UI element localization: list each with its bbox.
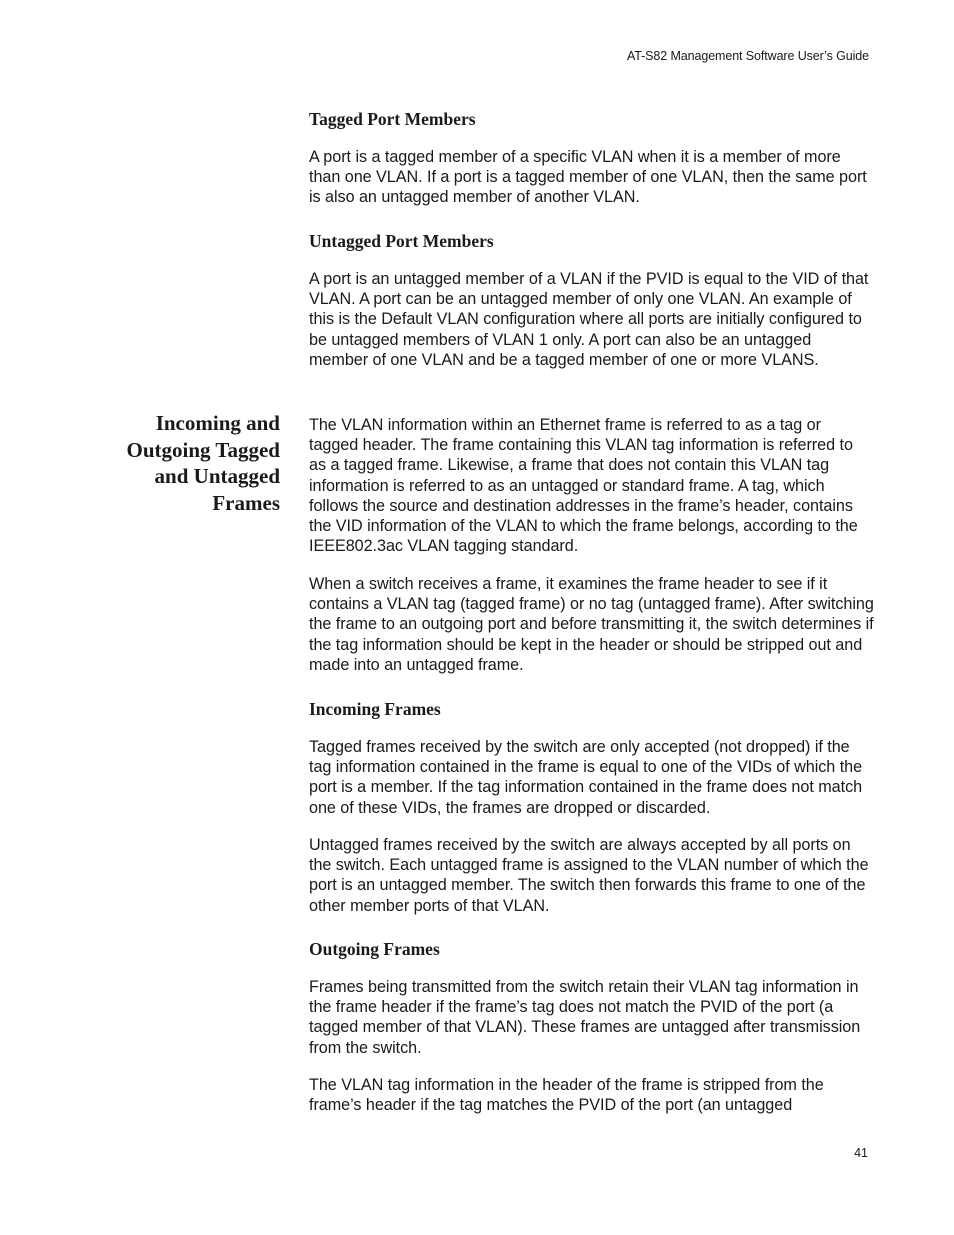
page-number: 41 <box>854 1146 868 1160</box>
running-header: AT-S82 Management Software User’s Guide <box>626 49 869 63</box>
paragraph-tagged-port-members: A port is a tagged member of a specific VLAN when it is a member of more than one VLAN. If a port is a tagged member of one VLAN, then the same port is also an untagged member of another VLAN. <box>309 148 867 207</box>
paragraph-outgoing-retain-tag: Frames being transmitted from the switch retain their VLAN tag information in the frame header if the frame’s tag does not match the PVID of the port (a tagged member of that VLAN). These frames are untagged after transmission from the switch. <box>309 978 861 1057</box>
paragraph-incoming-untagged: Untagged frames received by the switch are always accepted by all ports on the switch. Each untagged frame is assigned to the VLAN number of which the port is an untagged member. The switch then forwards this frame to one of the other member ports of that VLAN. <box>309 836 869 915</box>
paragraph-outgoing-strip-tag: The VLAN tag information in the header of the frame is stripped from the frame’s header if the tag matches the PVID of the port (an untagged <box>309 1076 824 1115</box>
subheading-outgoing-frames: Outgoing Frames <box>309 939 440 959</box>
paragraph-switch-frame-handling: When a switch receives a frame, it examines the frame header to see if it contains a VLAN tag (tagged frame) or no tag (untagged frame). After switching the frame to an outgoing port and before transmitting it, the switch determines if the tag information should be kept in the header or should be stripped out and made into an untagged frame. <box>309 575 874 674</box>
paragraph-incoming-tagged: Tagged frames received by the switch are only accepted (not dropped) if the tag information contained in the frame is equal to one of the VIDs of which the port is a member. If the tag information contained in the frame does not match one of these VIDs, the frames are dropped or discarded. <box>309 738 863 817</box>
paragraph-untagged-port-members: A port is an untagged member of a VLAN if the PVID is equal to the VID of that VLAN. A port can be an untagged member of only one VLAN. An example of this is the Default VLAN configuration where all ports are initially configured to be untagged members of VLAN 1 only. A port can also be an untagged member of one VLAN and be a tagged member of one or more VLANS. <box>309 270 869 369</box>
subheading-incoming-frames: Incoming Frames <box>309 699 441 719</box>
subheading-tagged-port-members: Tagged Port Members <box>309 109 476 129</box>
paragraph-vlan-tag-intro: The VLAN information within an Ethernet frame is referred to as a tag or tagged header. The frame containing this VLAN tag information is referred to as a tagged frame. Likewise, a frame that does not contain this VLAN tag information is referred to as an untagged or standard frame. A tag, which follows the source and destination addresses in the frame’s header, contains the VID information of the VLAN to which the frame belongs, according to the IEEE802.3ac VLAN tagging standard. <box>309 416 858 556</box>
subheading-untagged-port-members: Untagged Port Members <box>309 231 494 251</box>
section-heading-incoming-outgoing-frames: Incoming and Outgoing Tagged and Untagged Frames <box>126 411 280 515</box>
